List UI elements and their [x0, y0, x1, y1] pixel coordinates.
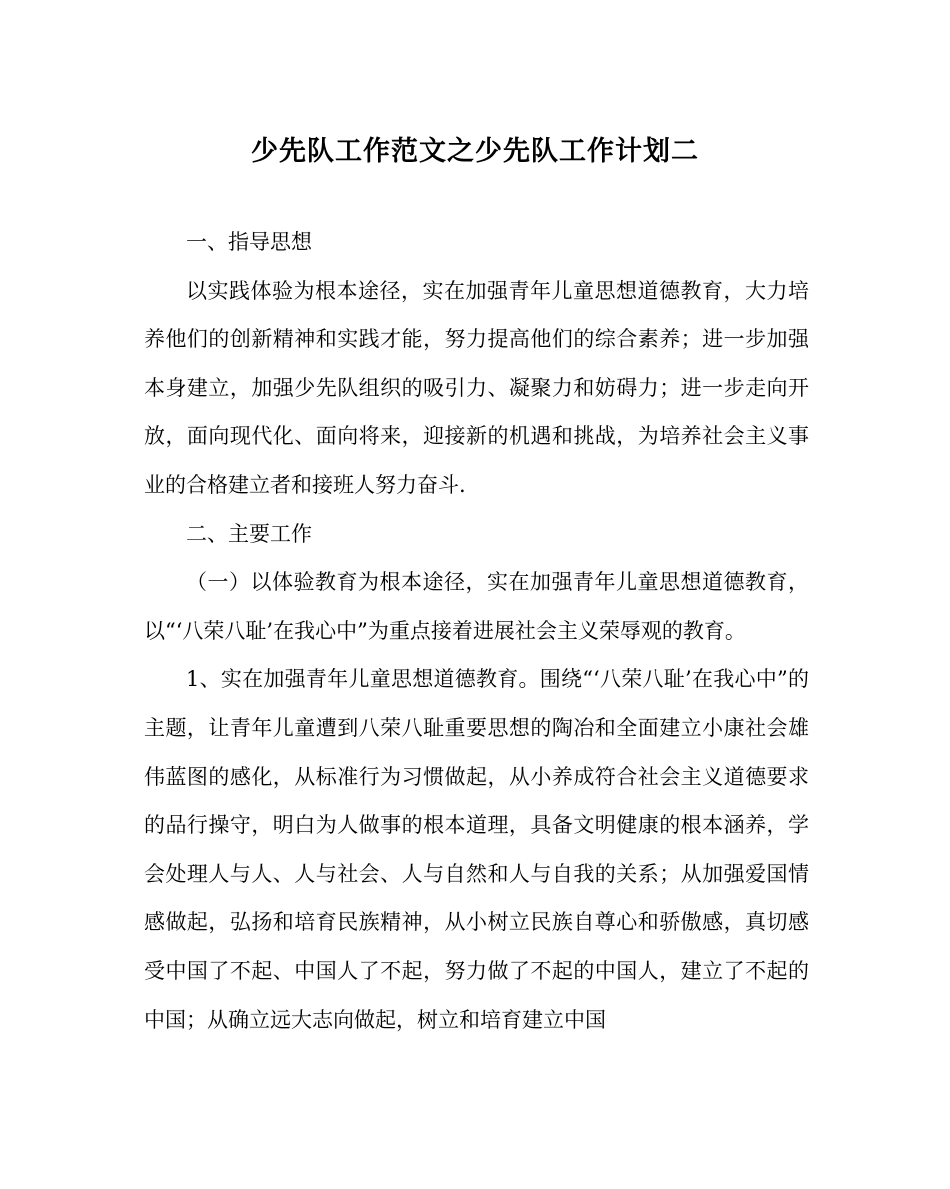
- paragraph-moral-education: 1、实在加强青年儿童思想道德教育。围绕“‘八荣八耻’在我心中”的主题，让青年儿童遭到八荣八耻重要思想的陶冶和全面建立小康社会雄伟蓝图的感化，从标准行为习惯做起，从小养成符合社会主义道德要求的品行操守，明白为人做事的根本道理，具备文明健康的根本涵养，学会处理人与人、人与社会、人与自然和人与自我的关系；从加强爱国情感做起，弘扬和培育民族精神，从小树立民族自尊心和骄傲感，真切感受中国了不起、中国人了不起，努力做了不起的中国人，建立了不起的中国；从确立远大志向做起，树立和培育建立中国: [144, 667, 809, 1032]
- document-title: 少先队工作范文之少先队工作计划二: [251, 136, 699, 167]
- paragraph-guiding-thought: 以实践体验为根本途径，实在加强青年儿童思想道德教育，大力培养他们的创新精神和实践才能，努力提高他们的综合素养；进一步加强本身建立，加强少先队组织的吸引力、凝聚力和妨碍力；进一步走向开放，面向现代化、面向将来，迎接新的机遇和挑战，为培养社会主义事业的合格建立者和接班人努力奋斗.: [144, 278, 809, 497]
- document-body: [144, 218, 809, 1044]
- section-heading-main-work: 二、主要工作: [186, 521, 312, 546]
- paragraph-main-work-intro: （一）以体验教育为根本途径，实在加强青年儿童思想道德教育，以“‘八荣八耻’在我心中”为重点接着进展社会主义荣辱观的教育。: [144, 570, 809, 643]
- section-heading-guiding-thought: 一、指导思想: [186, 230, 312, 254]
